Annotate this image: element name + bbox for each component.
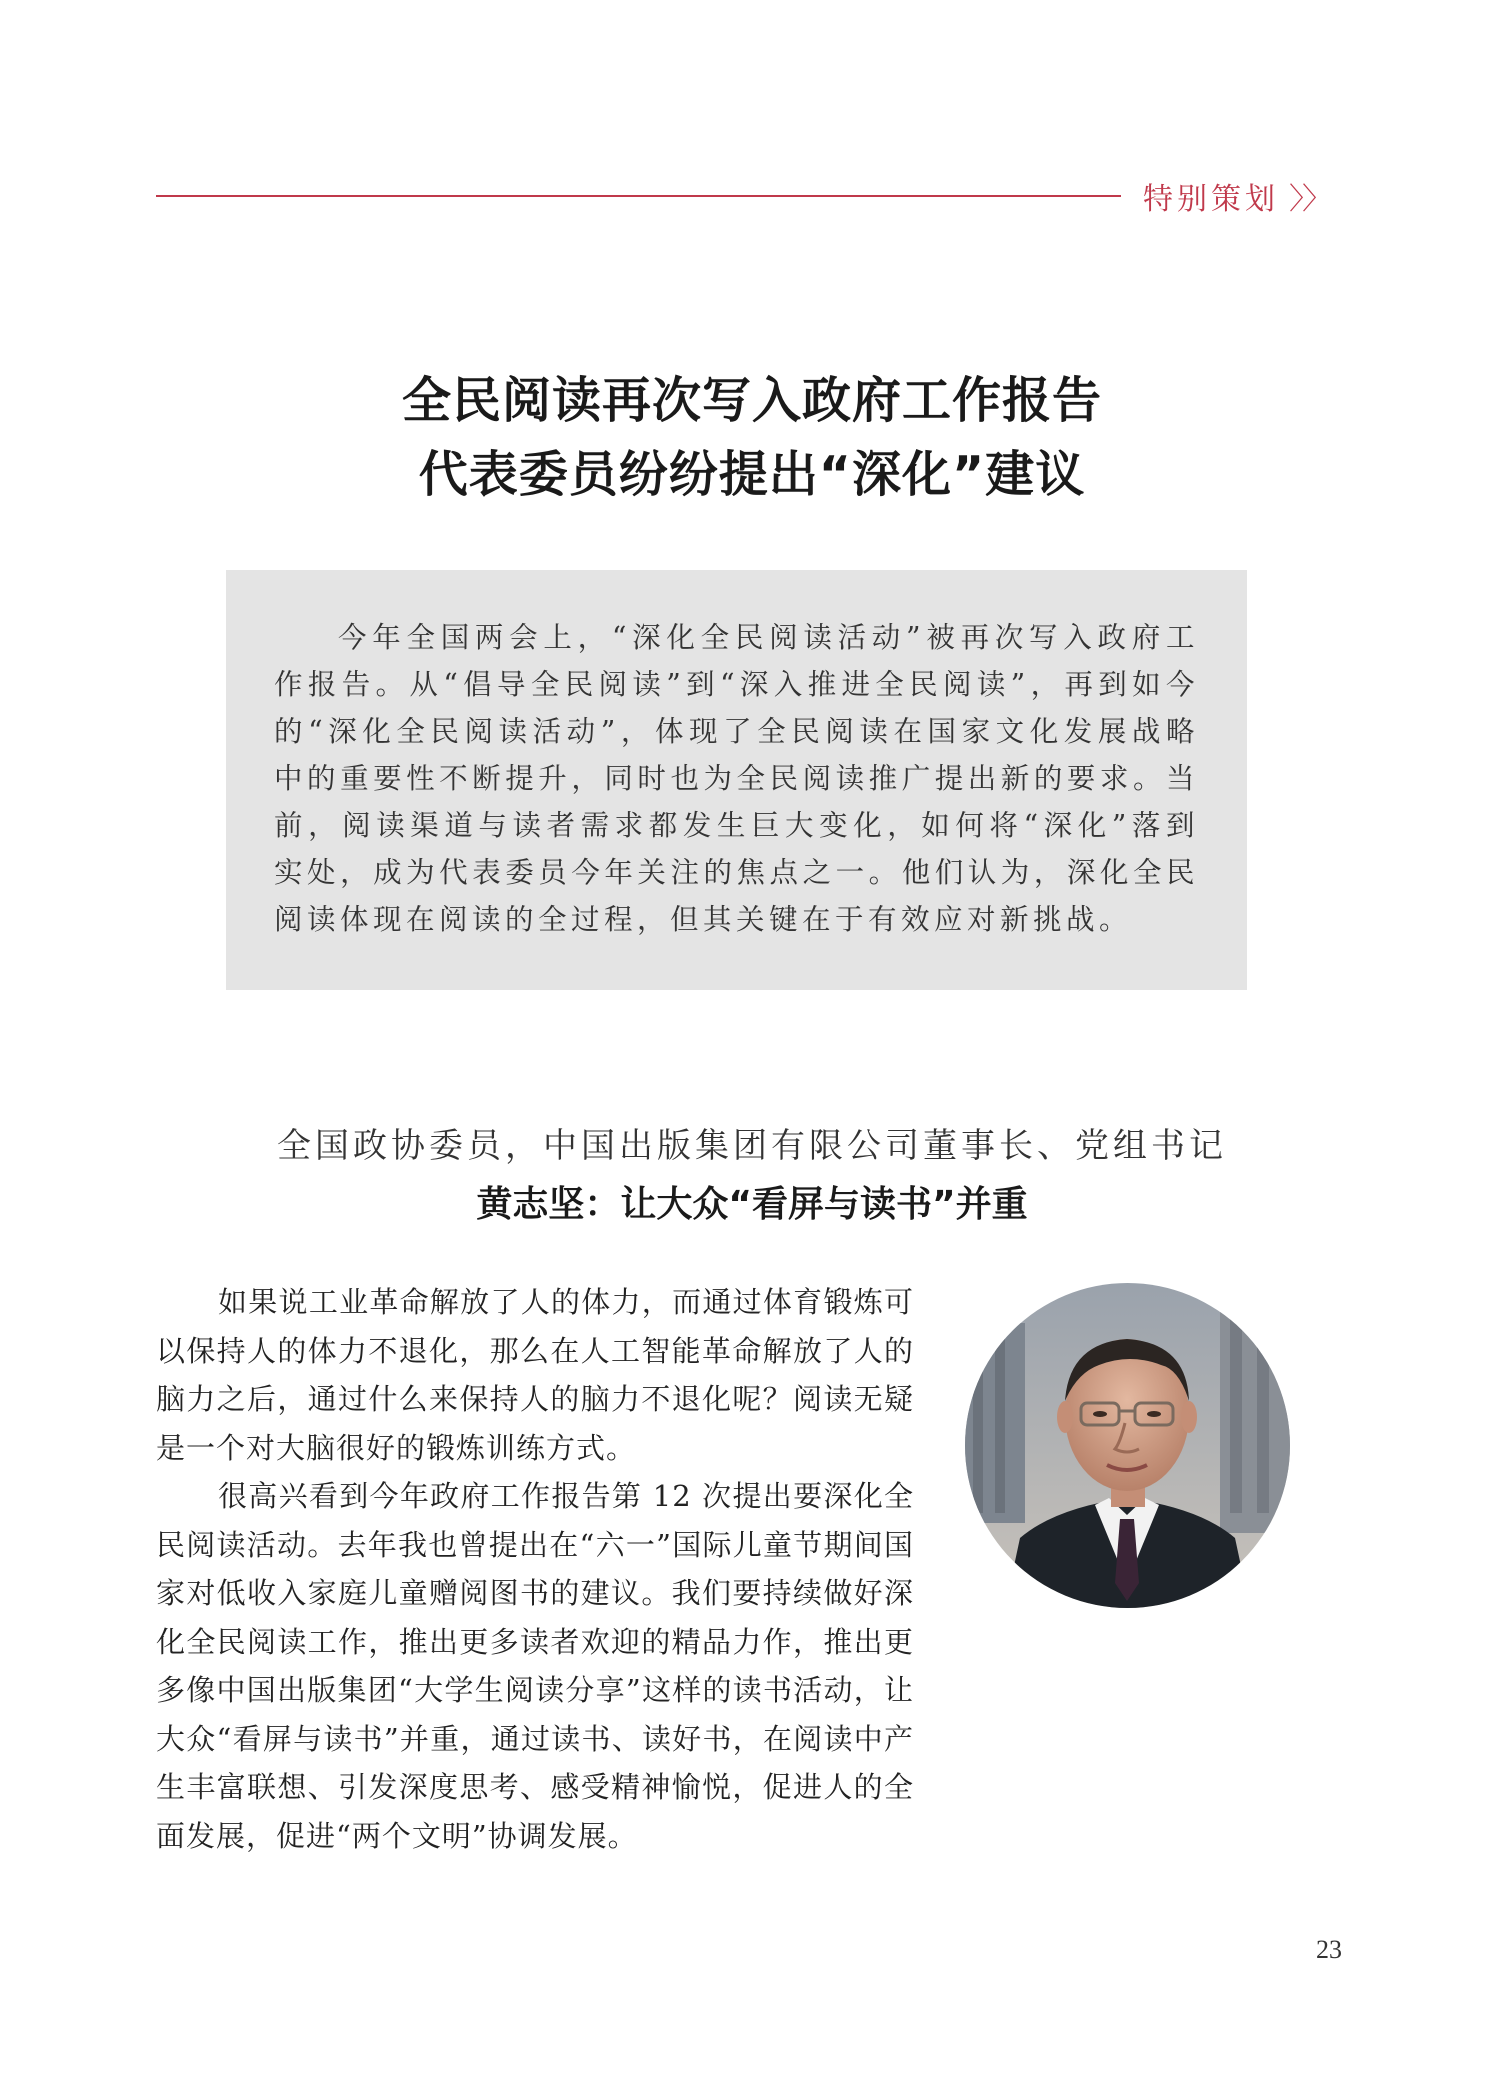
body-paragraph-1: 如果说工业革命解放了人的体力，而通过体育锻炼可以保持人的体力不退化，那么在人工智能革命解放了人的脑力之后，通过什么来保持人的脑力不退化呢？阅读无疑是一个对大脑很好的锻炼训练方式。 bbox=[156, 1285, 914, 1465]
article-title-line-2: 代表委员纷纷提出“深化”建议 bbox=[418, 446, 1086, 503]
section-label-text: 特别策划 bbox=[1143, 182, 1279, 217]
section-label bbox=[1143, 174, 1330, 218]
speaker-headline: 黄志坚：让大众“看屏与读书”并重 bbox=[476, 1184, 1028, 1225]
article-title-line-1: 全民阅读再次写入政府工作报告 bbox=[401, 372, 1102, 429]
body-text-column bbox=[156, 1278, 914, 1860]
double-chevron-right-icon: 〉〉 bbox=[1289, 182, 1330, 217]
speaker-portrait bbox=[965, 1283, 1290, 1608]
header-rule bbox=[156, 195, 1121, 197]
page-number: 23 bbox=[1316, 1935, 1342, 1964]
portrait-illustration bbox=[965, 1283, 1290, 1608]
summary-box bbox=[226, 570, 1247, 990]
summary-text: 今年全国两会上，“深化全民阅读活动”被再次写入政府工作报告。从“倡导全民阅读”到“深入推进全民阅读”，再到如今的“深化全民阅读活动”，体现了全民阅读在国家文化发展战略中的重要性不断提升，同时也为全民阅读推广提出新的要求。当前，阅读渠道与读者需求都发生巨大变化，如何将“深化”落到实处，成为代表委员今年关注的焦点之一。他们认为，深化全民阅读体现在阅读的全过程，但其关键在于有效应对新挑战。 bbox=[274, 621, 1199, 936]
body-paragraph-2: 很高兴看到今年政府工作报告第 12 次提出要深化全民阅读活动。去年我也曾提出在“六一”国际儿童节期间国家对低收入家庭儿童赠阅图书的建议。我们要持续做好深化全民阅读工作，推出更多读者欢迎的精品力作，推出更多像中国出版集团“大学生阅读分享”这样的读书活动，让大众“看屏与读书”并重，通过读书、读好书，在阅读中产生丰富联想、引发深度思考、感受精神愉悦，促进人的全面发展，促进“两个文明”协调发展。 bbox=[156, 1479, 914, 1853]
speaker-role: 全国政协委员，中国出版集团有限公司董事长、党组书记 bbox=[277, 1126, 1227, 1166]
